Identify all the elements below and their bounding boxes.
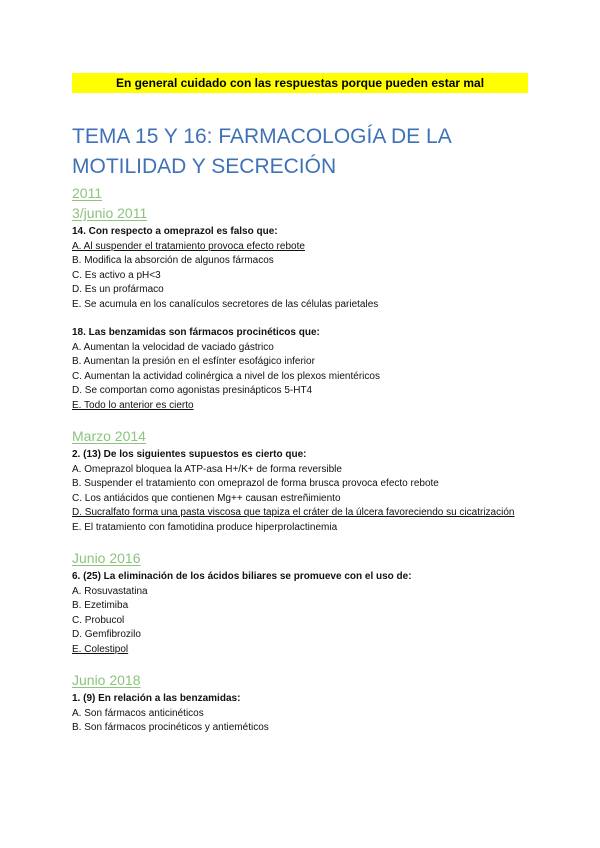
option: D. Gemfibrozilo [72,629,141,640]
question-text: 14. Con respecto a omeprazol es falso que: [72,226,278,237]
option: B. Suspender el tratamiento con omeprazol de forma brusca provoca efecto rebote [72,478,439,489]
option: B. Aumentan la presión en el esfínter esofágico inferior [72,356,315,367]
option: E. Se acumula en los canalículos secretores de las células parietales [72,298,379,310]
option: A. Omeprazol bloquea la ATP-asa H+/K+ de forma reversible [72,463,342,475]
question-text: 6. (25) La eliminación de los ácidos biliares se promueve con el uso de: [72,571,412,582]
option-correct: E. Todo lo anterior es cierto [72,399,194,411]
year-heading: 2011 [72,185,103,201]
option: B. Modifica la absorción de algunos fármacos [72,255,274,266]
option: B. Ezetimiba [72,600,129,611]
warning-banner: En general cuidado con las respuestas porque pueden estar mal [72,73,528,93]
session-heading: Marzo 2014 [72,428,146,444]
question [72,692,542,736]
question [72,225,542,312]
option: C. Probucol [72,614,125,626]
question-text: 1. (9) En relación a las benzamidas: [72,693,241,704]
question [72,570,542,657]
question [72,326,542,413]
session-heading: Junio 2018 [72,672,141,688]
option: C. Es activo a pH<3 [72,269,161,281]
option: C. Los antiácidos que contienen Mg++ causan estreñimiento [72,492,341,504]
question [72,448,542,535]
session-heading: 3/junio 2011 [72,205,148,221]
option-correct: A. Al suspender el tratamiento provoca efecto rebote [72,240,305,252]
option: A. Son fármacos anticinéticos [72,707,204,719]
option: D. Se comportan como agonistas presinápticos 5-HT4 [72,385,313,396]
session-heading: Junio 2016 [72,550,141,566]
option: C. Aumentan la actividad colinérgica a nivel de los plexos mientéricos [72,370,380,382]
option: A. Aumentan la velocidad de vaciado gástrico [72,341,274,353]
question-text: 2. (13) De los siguientes supuestos es cierto que: [72,449,307,460]
option: E. El tratamiento con famotidina produce hiperprolactinemia [72,521,338,533]
option: D. Es un profármaco [72,284,164,295]
question-text: 18. Las benzamidas son fármacos procinéticos que: [72,327,320,338]
option-correct: D. Sucralfato forma una pasta viscosa que tapiza el cráter de la úlcera favoreciendo su cicatrización [72,507,515,518]
page-title: TEMA 15 Y 16: FARMACOLOGÍA DE LA MOTILIDAD Y SECRECIÓN [72,125,451,178]
option-correct: E. Colestipol [72,643,129,655]
option: A. Rosuvastatina [72,585,148,597]
document-content [72,184,542,736]
option: B. Son fármacos procinéticos y antieméticos [72,722,269,733]
